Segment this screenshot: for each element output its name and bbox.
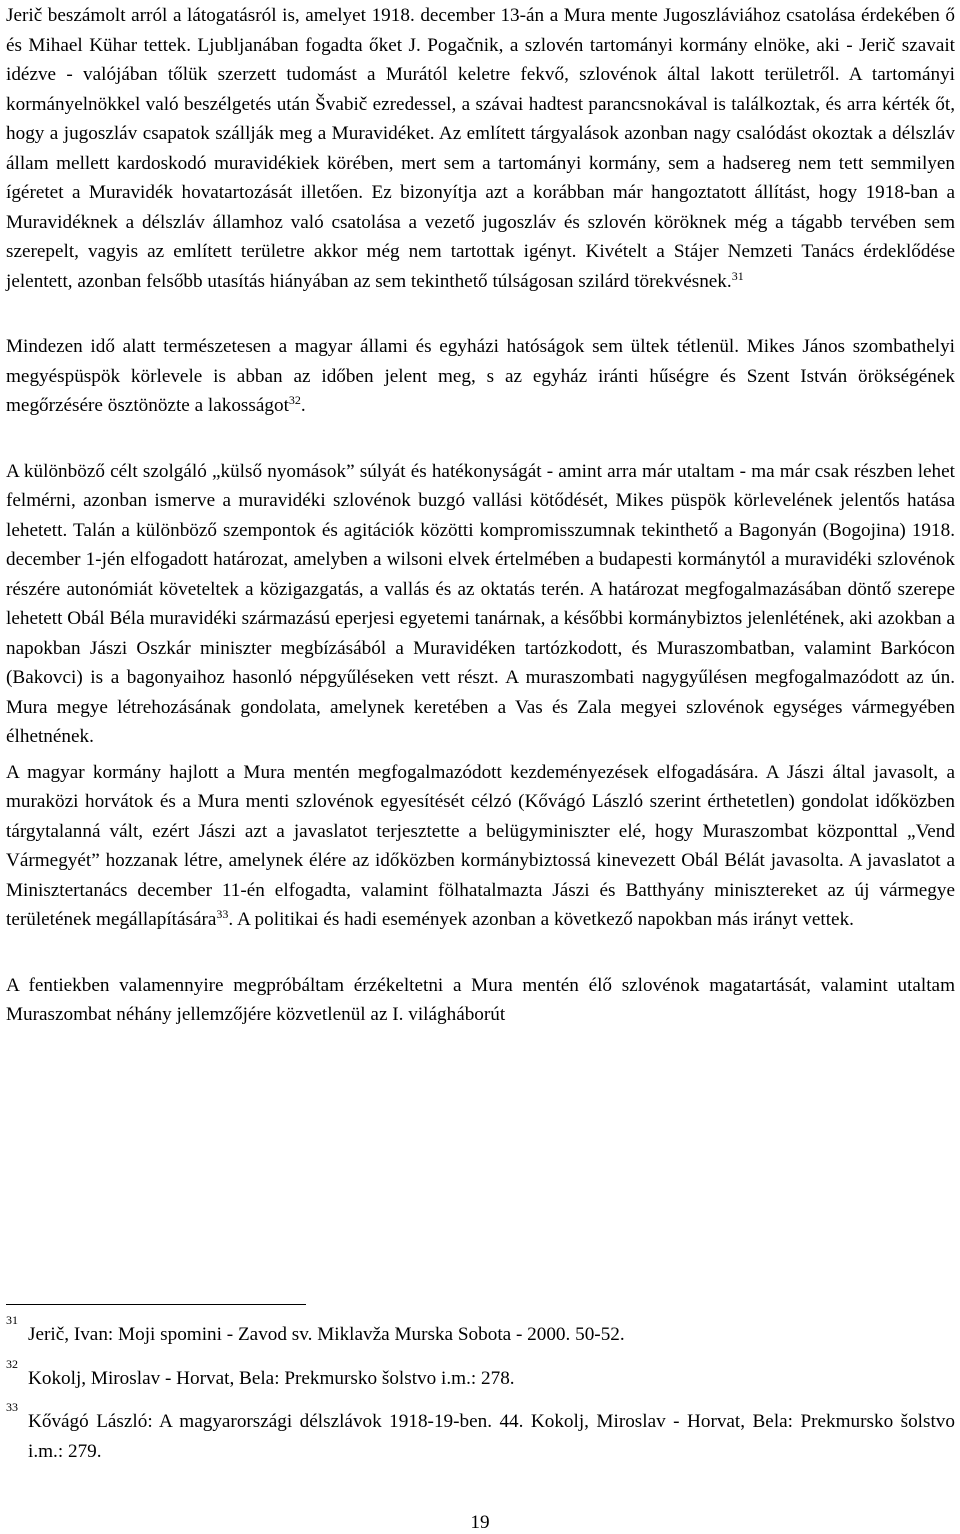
paragraph-text: A különböző célt szolgáló „külső nyomások” súlyát és hatékonyságát - amint arra már utaltam - ma már csak részben lehet felmérni, azonban ismerve a muravidéki szlovénok buzgó vallási kötődését, Mikes püspök körlevelének jelentős hatása lehetett. Talán a különböző szempontok és agitációk közötti kompromisszumnak tekinthető a Bagonyán (Bogojina) 1918. december 1-jén elfogadott határozat, amelyben a wilsoni elvek értelmében a budapesti kormánytól a muravidéki szlovénok részére autonómiát követeltek a közigazgatás, a vallás és az oktatás terén. A határozat megfogalmazásában döntő szerepe lehetett Obál Béla muravidéki származású eperjesi egyetemi tanárnak, a későbbi kormánybiztos jelenlétének, aki azokban a napokban Jászi Oszkár miniszter megbízásából a Muravidéken tartózkodott, és Muraszombatban, valamint Barkócon (Bakovci) is a bagonyaihoz hasonló népgyűléseken vett részt. A muraszombati nagygyűlésen megfogalmazódott az ún. Mura megye létrehozásának gondolata, amelynek keretében a Vas és Zala megyei szlovénok egységes vármegyében élhetnének.	[6, 460, 955, 747]
paragraph-external-pressures	[6, 457, 955, 752]
paragraph-text-tail: .	[300, 395, 306, 416]
footnote-number: 31	[6, 1313, 18, 1327]
paragraph-jeric-visit	[6, 1, 955, 296]
footnote-ref-32[interactable]: 32	[288, 393, 301, 407]
footnote-number: 32	[6, 1356, 18, 1371]
footnote-number: 33	[6, 1400, 18, 1414]
paragraph-mikes-letter	[6, 332, 955, 421]
footnote-31	[6, 1313, 955, 1350]
page-number: 19	[470, 1512, 490, 1533]
footnotes	[6, 1313, 955, 1480]
footnote-text: Kokolj, Miroslav - Horvat, Bela: Prekmursko šolstvo i.m.: 278.	[28, 1367, 515, 1389]
paragraph-text-tail: . A politikai és hadi események azonban a következő napokban más irányt vettek.	[228, 909, 854, 930]
footnote-32	[6, 1356, 955, 1394]
footnote-divider	[6, 1304, 306, 1305]
footnote-33	[6, 1400, 955, 1466]
paragraph-text: Jerič beszámolt arról a látogatásról is, amelyet 1918. december 13-án a Mura mente Jugoszláviához csatolása érdekében ő és Mihael Kühar tettek. Ljubljanában fogadta őket J. Pogačnik, a szlovén tartományi kormány elnöke, aki - Jerič szavait idézve - valójában tőlük szerzett tudomást a Murától keletre fekvő, szlovénok által lakott területről. A tartományi kormányelnökkel való beszélgetés után Švabič ezredessel, a szávai hadtest parancsnokával is találkoztak, és arra kérték őt, hogy a jugoszláv csapatok szállják meg a Muravidéket. Az említett tárgyalások azonban nagy csalódást okoztak a délszláv állam mellett kardoskodó muravidékiek körében, mert sem a tartományi kormány, sem a hadsereg nem tett semmilyen ígéretet a Muravidék hovatartozását illetően. Ez bizonyítja azt a korábban már hangoztatott állítást, hogy 1918-ban a Muravidéknek a délszláv államhoz való csatolása a vezető jugoszláv és szlovén köröknek még a tágabb tervében sem szerepelt, vagyis az említett területre akkor még nem tartottak igényt. Kivételt a Stájer Nemzeti Tanács érdeklődése jelentett, azonban felsőbb utasítás hiányában az sem tekinthető túlságosan szilárd törekvésnek.	[6, 5, 955, 292]
paragraph-text: Mindezen idő alatt természetesen a magyar állami és egyházi hatóságok sem ültek tétlenül. Mikes János szombathelyi megyéspüspök körlevele is abban az időben jelent meg, s az egyház iránti hűségre és Szent István örökségének megőrzésére ösztönözte a lakosságot	[6, 336, 955, 416]
paragraph-text: A fentiekben valamennyire megpróbáltam érzékeltetni a Mura mentén élő szlovénok magatartását, valamint utaltam Muraszombat néhány jellemzőjére közvetlenül az I. világháborút	[6, 974, 955, 1025]
footnote-ref-33[interactable]: 33	[216, 907, 229, 921]
document-page	[6, 0, 955, 1030]
paragraph-text: A magyar kormány hajlott a Mura mentén megfogalmazódott kezdeményezések elfogadására. A Jászi által javasolt, a muraközi horvátok és a Mura menti szlovénok egyesítését célzó (Kővágó László szerint érthetetlen) gondolat időközben tárgytalanná vált, ezért Jászi azt a javaslatot terjesztette a belügyminiszter elé, hogy Muraszombat központtal „Vend Vármegyét” hozzanak létre, amelynek élére az időközben kormánybiztossá kinevezett Obál Bélát javasolta. A javaslatot a Minisztertanács december 11-én elfogadta, valamint fölhatalmazta Jászi és Batthyány minisztereket az új vármegye területének megállapítására	[6, 761, 955, 930]
footnote-text: Jerič, Ivan: Moji spomini - Zavod sv. Miklavža Murska Sobota - 2000. 50-52.	[28, 1324, 625, 1345]
paragraph-government-initiatives	[6, 758, 955, 935]
footnote-text: Kővágó László: A magyarországi délszlávok 1918-19-ben. 44. Kokolj, Miroslav - Horvat, Bela: Prekmursko šolstvo i.m.: 279.	[28, 1411, 955, 1462]
footnote-ref-31[interactable]: 31	[731, 268, 744, 283]
paragraph-summary	[6, 971, 955, 1030]
